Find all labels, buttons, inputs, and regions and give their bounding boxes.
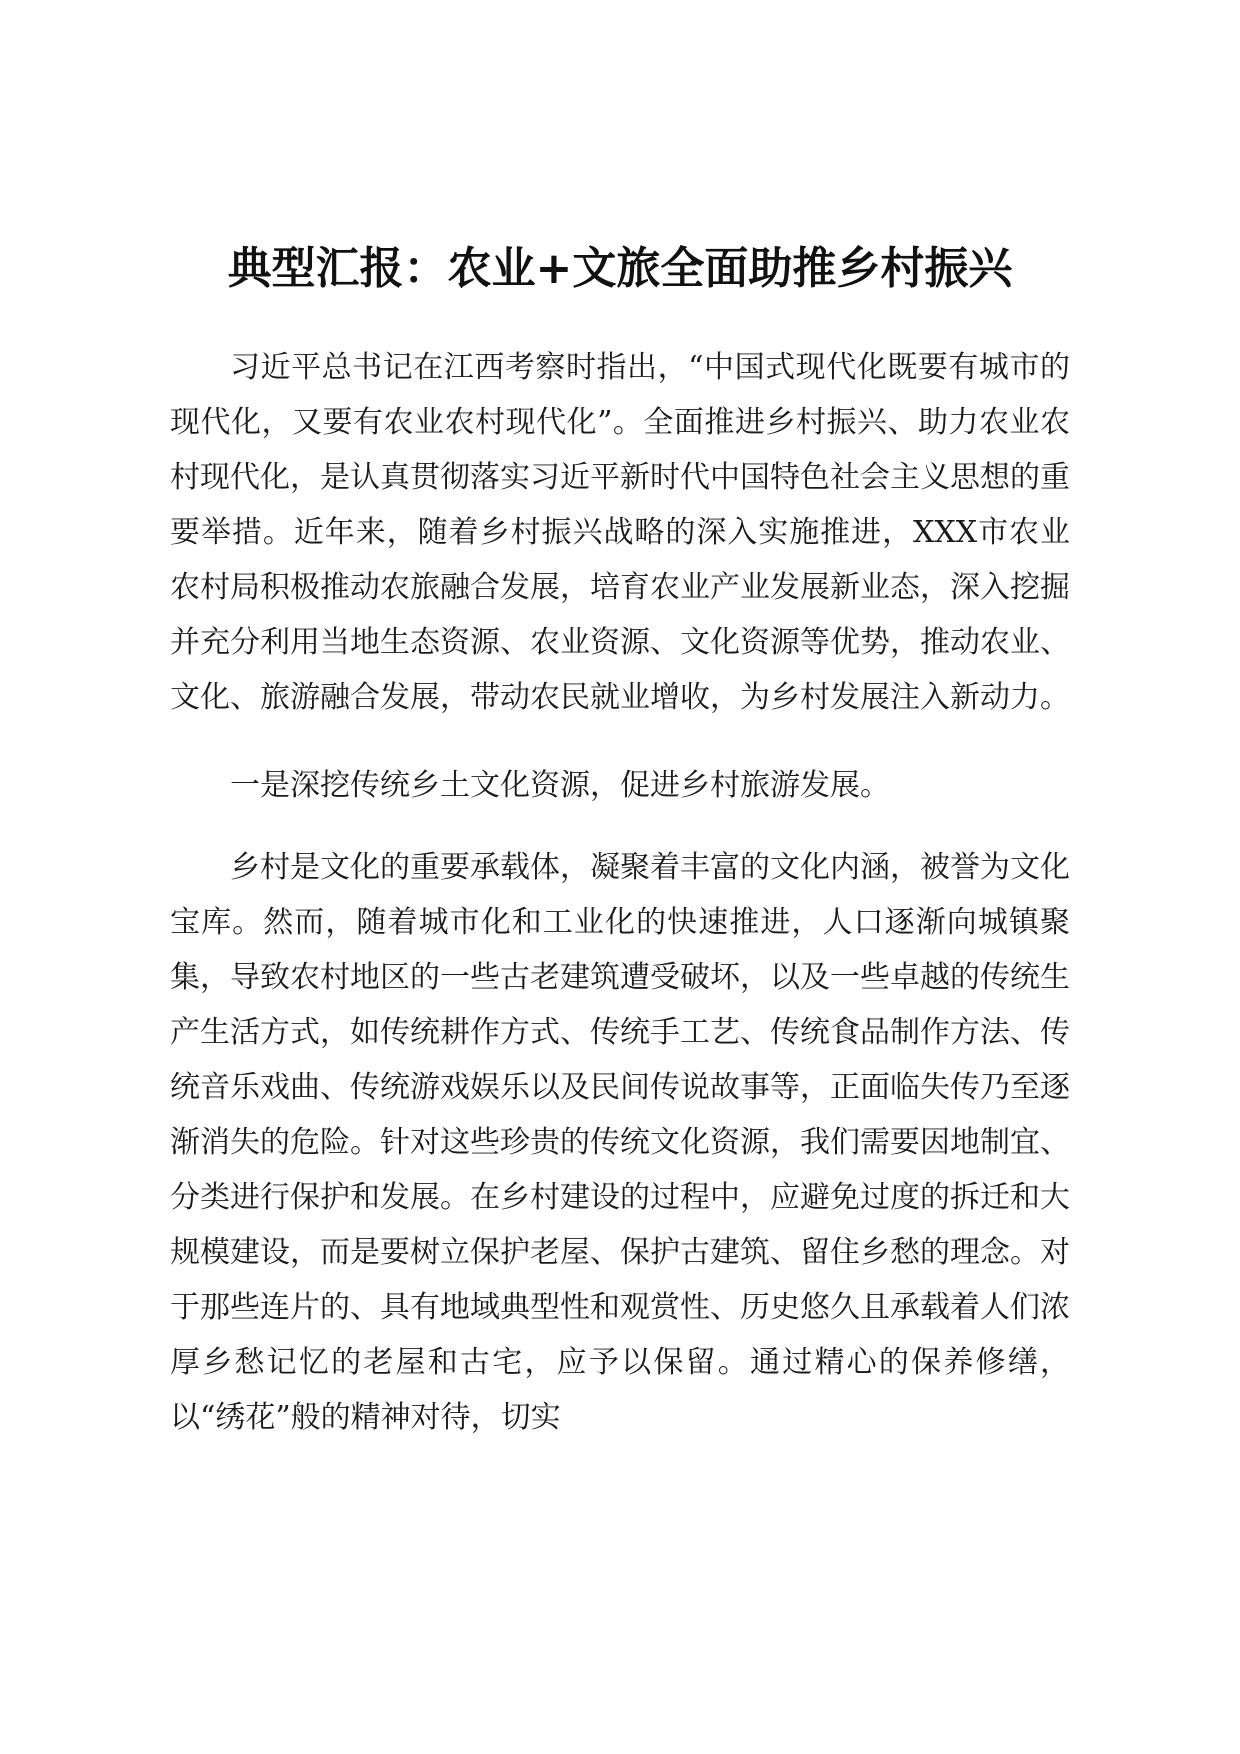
- paragraph-intro: 习近平总书记在江西考察时指出，“中国式现代化既要有城市的现代化，又要有农业农村现代化”。全面推进乡村振兴、助力农业农村现代化，是认真贯彻落实习近平新时代中国特色社会主义思想的重要举措。近年来，随着乡村振兴战略的深入实施推进，XXX市农业农村局积极推动农旅融合发展，培育农业产业发展新业态，深入挖掘并充分利用当地生态资源、农业资源、文化资源等优势，推动农业、文化、旅游融合发展，带动农民就业增收，为乡村发展注入新动力。: [170, 350, 1070, 715]
- document-title: 典型汇报：农业+文旅全面助推乡村振兴: [227, 243, 1013, 295]
- paragraph-section-heading: 一是深挖传统乡土文化资源，促进乡村旅游发展。: [230, 768, 890, 803]
- paragraph-body: 乡村是文化的重要承载体，凝聚着丰富的文化内涵，被誉为文化宝库。然而，随着城市化和工业化的快速推进，人口逐渐向城镇聚集，导致农村地区的一些古老建筑遭受破坏，以及一些卓越的传统生产生活方式，如传统耕作方式、传统手工艺、传统食品制作方法、传统音乐戏曲、传统游戏娱乐以及民间传说故事等，正面临失传乃至逐渐消失的危险。针对这些珍贵的传统文化资源，我们需要因地制宜、分类进行保护和发展。在乡村建设的过程中，应避免过度的拆迁和大规模建设，而是要树立保护老屋、保护古建筑、留住乡愁的理念。对于那些连片的、具有地域典型性和观赏性、历史悠久且承载着人们浓厚乡愁记忆的老屋和古宅，应予以保留。通过精心的保养修缮，以“绣花”般的精神对待，切实: [170, 850, 1070, 1435]
